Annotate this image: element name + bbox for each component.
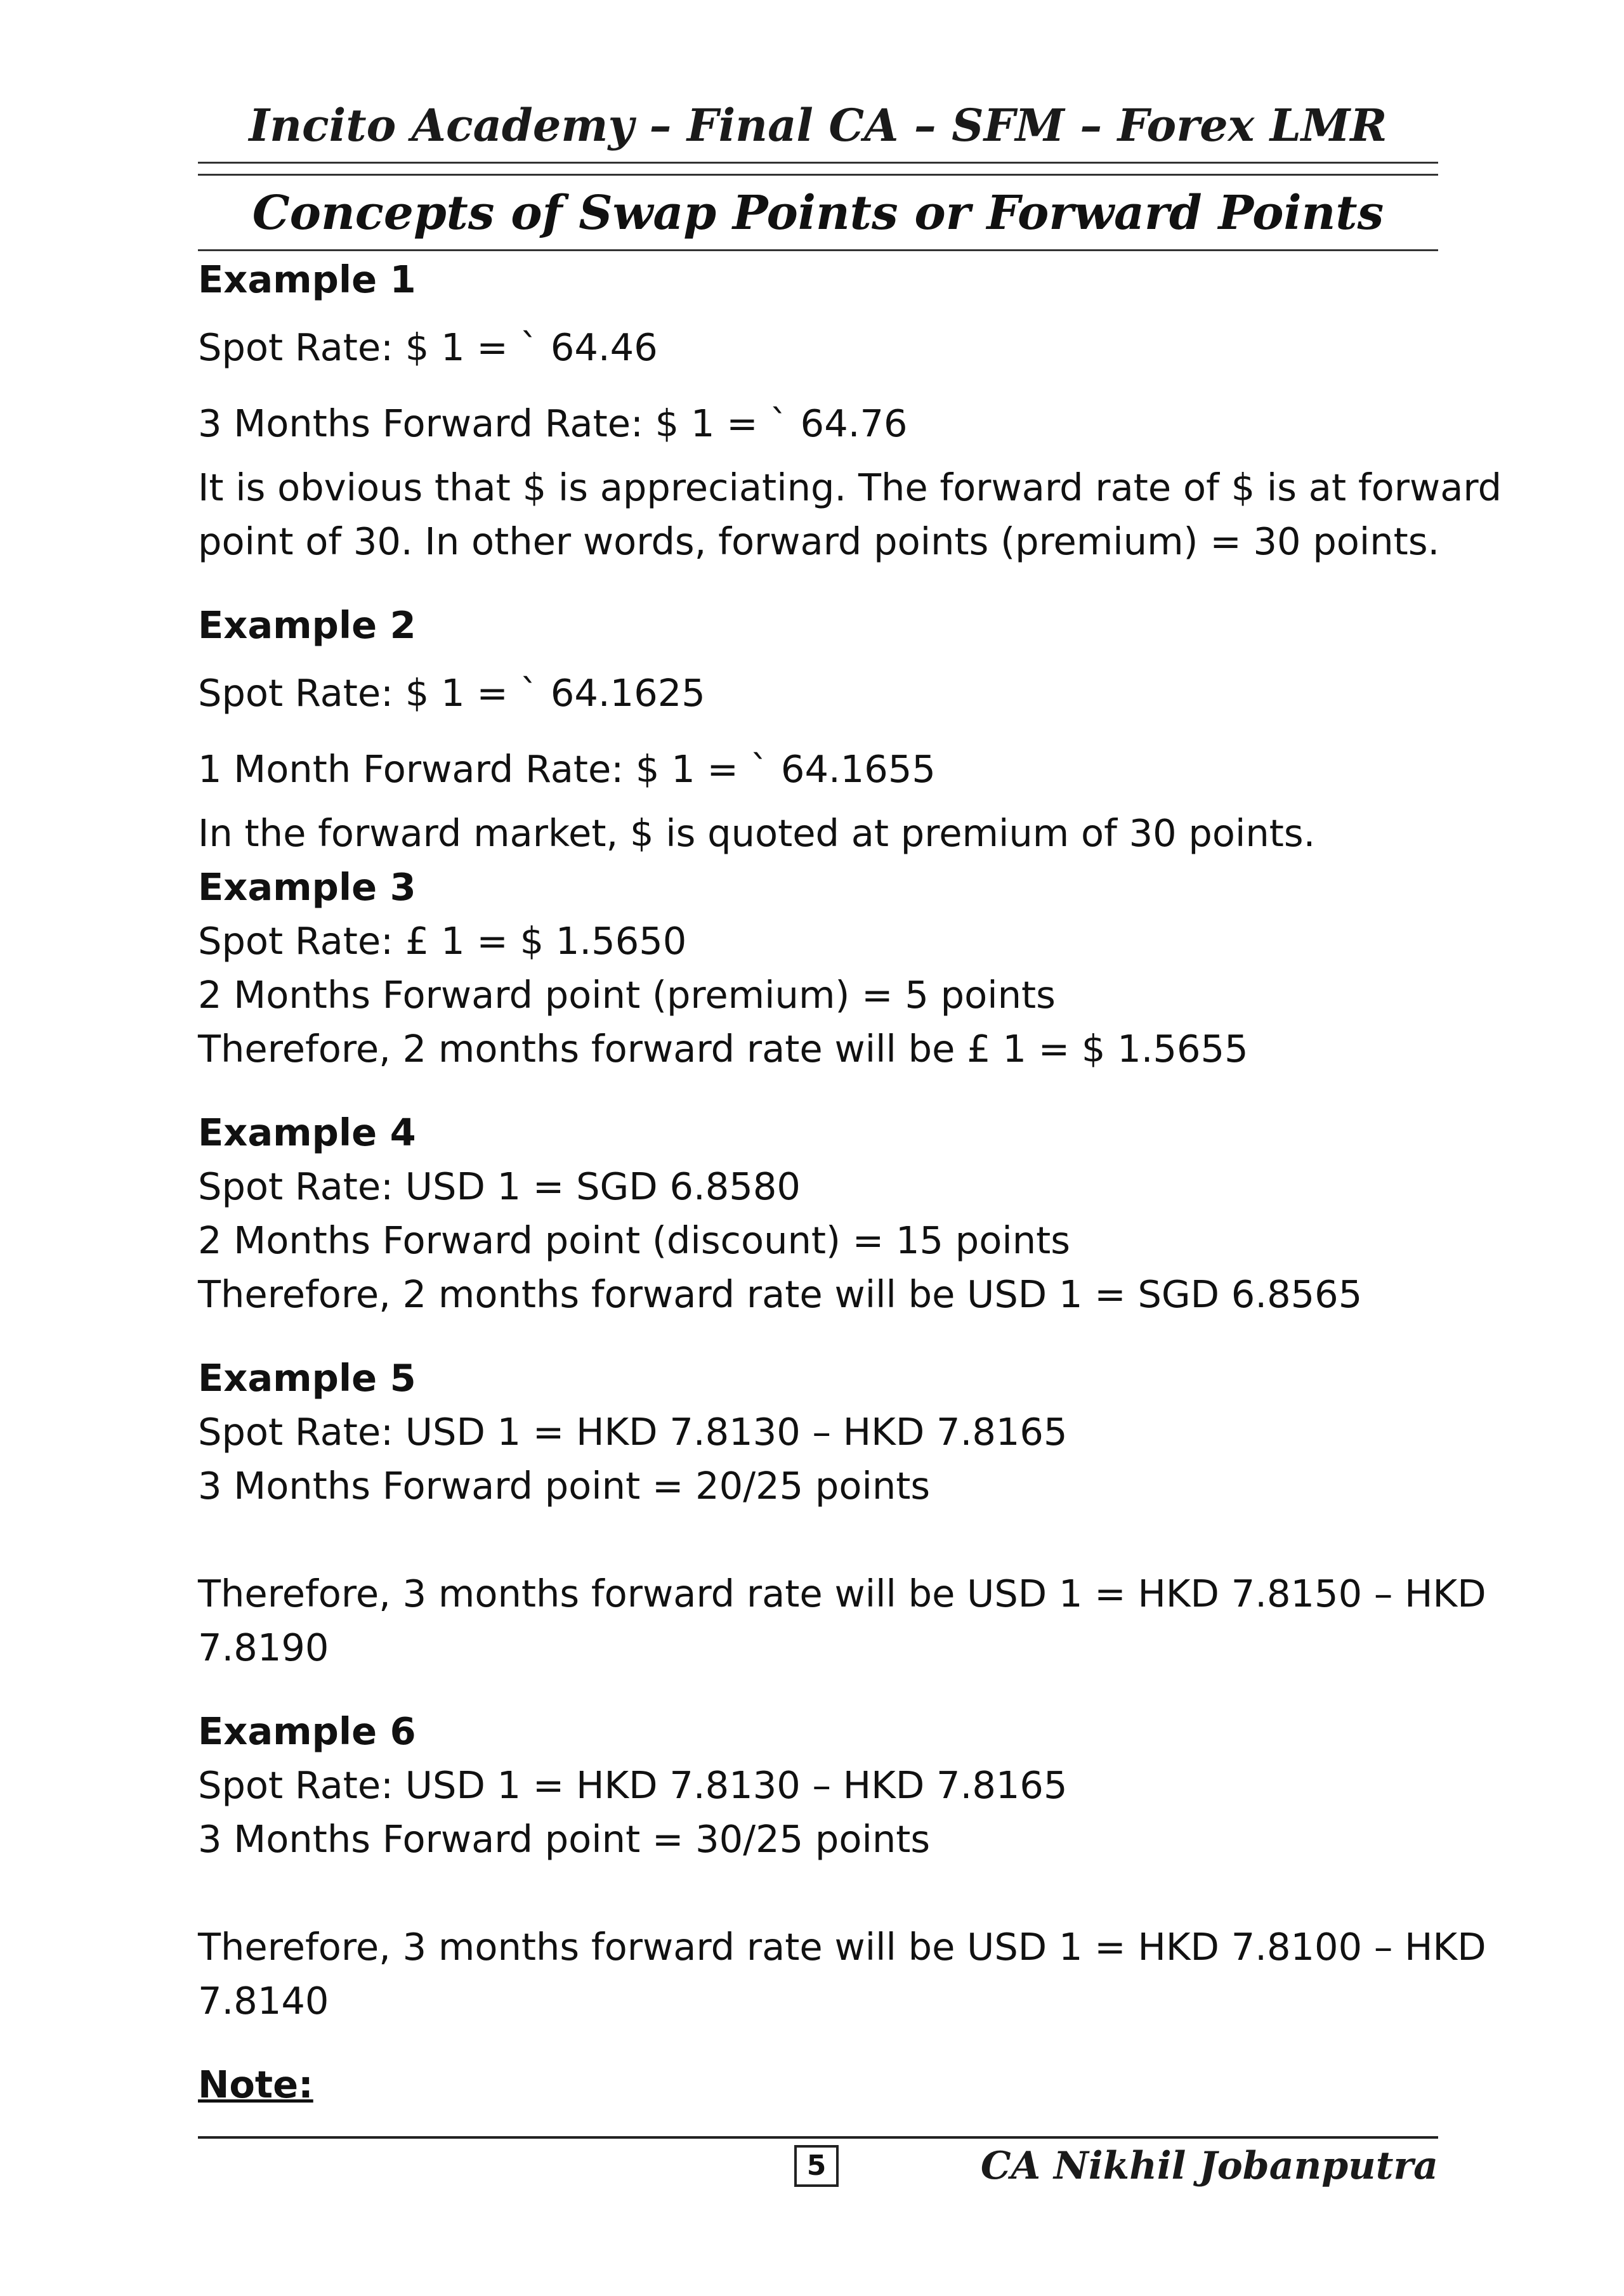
example-4-spot-rate: Spot Rate: USD 1 = SGD 6.8580: [198, 1164, 801, 1208]
example-6-spot-rate: Spot Rate: USD 1 = HKD 7.8130 – HKD 7.8165: [198, 1763, 1068, 1807]
document-body: [198, 252, 1502, 2111]
example-2-spot-rate: Spot Rate: $ 1 = ` 64.1625: [198, 671, 705, 715]
example-4-forward-point: 2 Months Forward point (discount) = 15 points: [198, 1218, 1071, 1262]
example-5-forward-point: 3 Months Forward point = 20/25 points: [198, 1464, 931, 1508]
example-1-explanation-line-2: point of 30. In other words, forward points (premium) = 30 points.: [198, 519, 1440, 563]
example-2-forward-rate: 1 Month Forward Rate: $ 1 = ` 64.1655: [198, 747, 936, 791]
example-6-title: Example 6: [198, 1709, 416, 1753]
example-2-title: Example 2: [198, 603, 416, 647]
example-6-result-line-2: 7.8140: [198, 1979, 329, 2023]
running-head: Incito Academy – Final CA – SFM – Forex LMR: [249, 99, 1387, 152]
example-3-forward-point: 2 Months Forward point (premium) = 5 points: [198, 973, 1056, 1017]
example-4-title: Example 4: [198, 1111, 416, 1154]
note-label: Note:: [198, 2063, 313, 2106]
footer-author: CA Nikhil Jobanputra: [980, 2144, 1438, 2188]
example-4-result: Therefore, 2 months forward rate will be USD 1 = SGD 6.8565: [198, 1272, 1363, 1316]
example-5-result-line-1: Therefore, 3 months forward rate will be USD 1 = HKD 7.8150 – HKD: [198, 1572, 1486, 1615]
example-3-spot-rate: Spot Rate: £ 1 = $ 1.5650: [198, 919, 687, 963]
example-6-forward-point: 3 Months Forward point = 30/25 points: [198, 1817, 931, 1861]
header-rule-bottom: [198, 249, 1438, 251]
example-5-title: Example 5: [198, 1356, 416, 1400]
example-5-result-line-2: 7.8190: [198, 1626, 329, 1669]
example-1-forward-rate: 3 Months Forward Rate: $ 1 = ` 64.76: [198, 401, 908, 445]
section-title: Concepts of Swap Points or Forward Points: [252, 186, 1384, 240]
example-3-result: Therefore, 2 months forward rate will be £ 1 = $ 1.5655: [198, 1027, 1248, 1071]
example-1-spot-rate: Spot Rate: $ 1 = ` 64.46: [198, 325, 658, 369]
header-rule-middle: [198, 174, 1438, 176]
example-1-explanation-line-1: It is obvious that $ is appreciating. The forward rate of $ is at forward: [198, 466, 1502, 509]
page-number: 5: [794, 2145, 839, 2187]
example-3-title: Example 3: [198, 865, 416, 909]
example-1-title: Example 1: [198, 258, 416, 301]
header-rule-top: [198, 162, 1438, 164]
example-2-explanation: In the forward market, $ is quoted at premium of 30 points.: [198, 811, 1316, 855]
example-6-result-line-1: Therefore, 3 months forward rate will be USD 1 = HKD 7.8100 – HKD: [198, 1925, 1486, 1969]
example-5-spot-rate: Spot Rate: USD 1 = HKD 7.8130 – HKD 7.8165: [198, 1410, 1068, 1454]
document-page: [198, 0, 1502, 2296]
